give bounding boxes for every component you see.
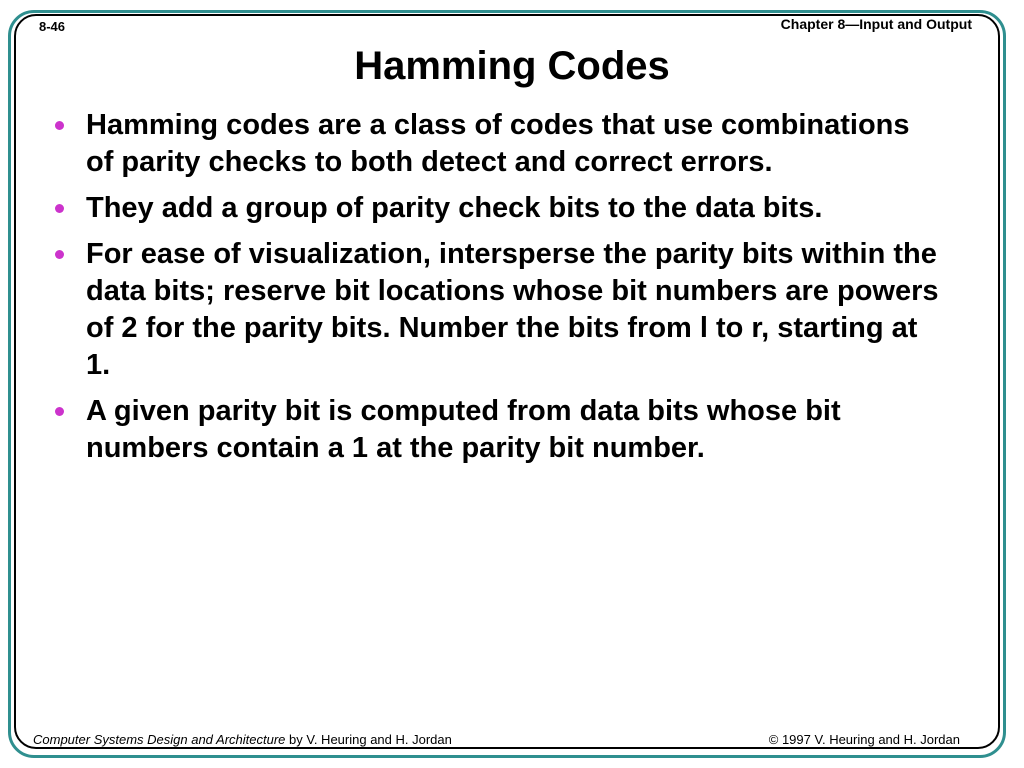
bullet-list — [52, 107, 942, 476]
bullet-text: They add a group of parity check bits to the data bits. — [86, 192, 823, 224]
chapter-header: Chapter 8—Input and Output — [780, 16, 972, 32]
bullet-item — [52, 190, 942, 227]
slide-title: Hamming Codes — [354, 44, 670, 88]
slide-number: 8-46 — [39, 19, 66, 34]
footer-copyright: © 1997 V. Heuring and H. Jordan — [768, 732, 960, 747]
footer-book-title: Computer Systems Design and Architecture — [33, 732, 286, 747]
bullet-text: Hamming codes are a class of codes that use combinations of parity checks to both detect and correct errors. — [86, 109, 910, 178]
footer-authors: by V. Heuring and H. Jordan — [285, 732, 452, 747]
bullet-dot-icon — [55, 204, 64, 213]
bullet-item — [52, 236, 942, 384]
bullet-item — [52, 107, 942, 181]
bullet-dot-icon — [55, 250, 64, 259]
bullet-item — [52, 393, 942, 467]
bullet-text: A given parity bit is computed from data bits whose bit numbers contain a 1 at the parity bit number. — [86, 395, 841, 464]
bullet-dot-icon — [55, 407, 64, 416]
footer-book-credit — [33, 732, 452, 747]
bullet-text: For ease of visualization, intersperse the parity bits within the data bits; reserve bit locations whose bit numbers are powers of 2 for the parity bits. Number the bits from l to r, starting at 1. — [86, 238, 939, 381]
bullet-dot-icon — [55, 121, 64, 130]
